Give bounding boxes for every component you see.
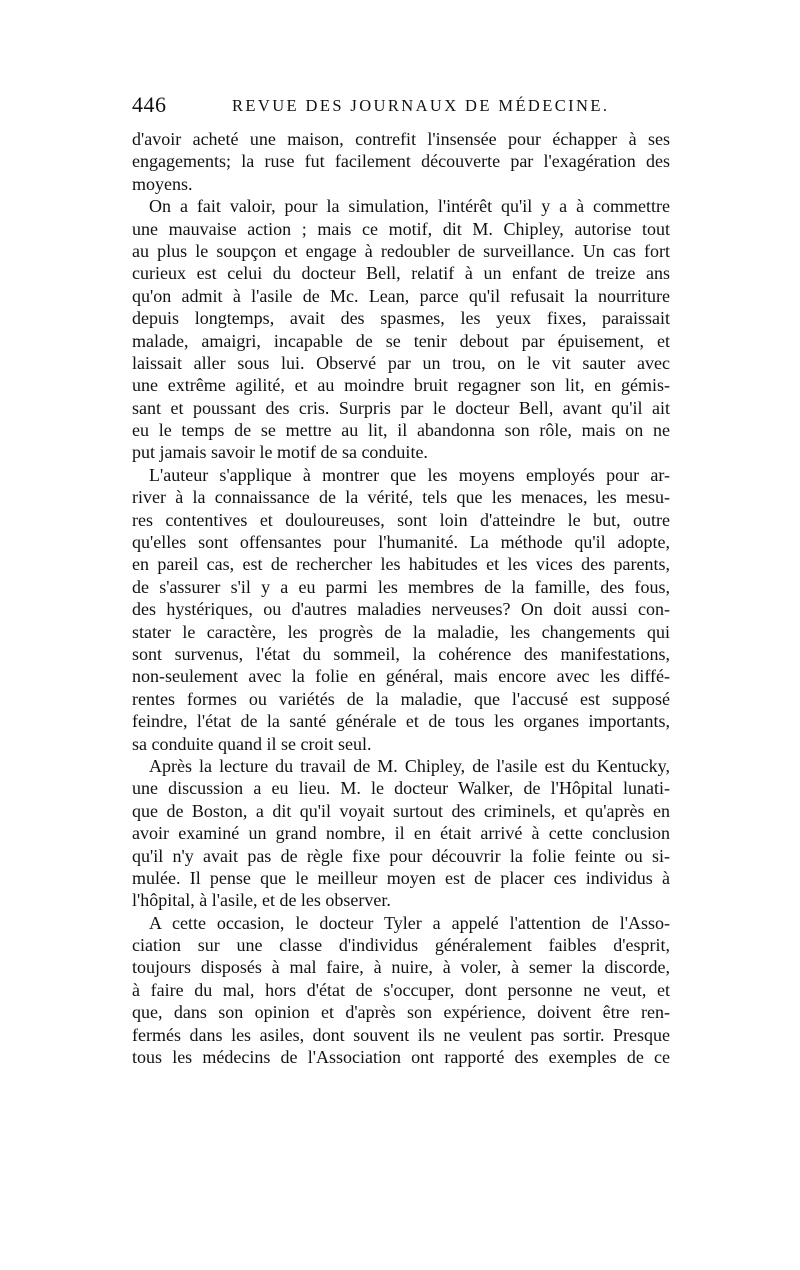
text-line: tous les médecins de l'Association ont rapporté des exemples de ce — [132, 1047, 670, 1068]
text-line: des hystériques, ou d'autres maladies nerveuses? On doit aussi con- — [132, 599, 670, 620]
text-line: une discussion a eu lieu. M. le docteur Walker, de l'Hôpital lunati- — [132, 778, 670, 799]
text-line: une mauvaise action ; mais ce motif, dit M. Chipley, autorise tout — [132, 218, 670, 239]
text-line: l'hôpital, à l'asile, et de les observer. — [132, 890, 391, 911]
page-header — [132, 92, 672, 120]
text-line: malade, amaigri, incapable de se tenir debout par épuisement, et — [132, 330, 670, 351]
text-line: d'avoir acheté une maison, contrefit l'insensée pour échapper à ses — [132, 129, 670, 149]
text-line: à faire du mal, hors d'état de s'occuper, dont personne ne veut, et — [132, 979, 670, 1000]
text-line: Après la lecture du travail de M. Chipley, de l'asile est du Kentucky, — [149, 755, 670, 776]
text-line: fermés dans les asiles, dont souvent ils ne veulent pas sortir. Presque — [132, 1024, 670, 1045]
text-line: eu le temps de se mettre au lit, il abandonna son rôle, mais on ne — [132, 420, 670, 441]
page-number: 446 — [132, 92, 167, 117]
text-line: A cette occasion, le docteur Tyler a appelé l'attention de l'Asso- — [149, 912, 670, 933]
text-line: engagements; la ruse fut facilement découverte par l'exagération des — [132, 151, 670, 172]
text-line: moyens. — [132, 173, 193, 194]
text-line: avoir examiné un grand nombre, il en était arrivé à cette conclusion — [132, 823, 670, 844]
text-line: de s'assurer s'il y a eu parmi les membres de la famille, des fous, — [132, 576, 670, 597]
text-line: mulée. Il pense que le meilleur moyen est de placer ces individus à — [132, 867, 670, 888]
body-text — [132, 128, 670, 1068]
text-line: non-seulement avec la folie en général, mais encore avec les diffé- — [132, 666, 670, 687]
text-line: sa conduite quand il se croit seul. — [132, 733, 372, 754]
text-line: au plus le soupçon et engage à redoubler de surveillance. Un cas fort — [132, 240, 670, 261]
text-line: qu'elles sont offensantes pour l'humanité. La méthode qu'il adopte, — [132, 532, 670, 553]
text-line: en pareil cas, est de rechercher les habitudes et les vices des parents, — [132, 554, 670, 575]
text-line: sont survenus, l'état du sommeil, la cohérence des manifestations, — [132, 643, 670, 664]
text-line: que, dans son opinion et d'après son expérience, doivent être ren- — [132, 1002, 670, 1023]
text-line: qu'il n'y avait pas de règle fixe pour découvrir la folie feinte ou si- — [132, 845, 670, 866]
text-line: rentes formes ou variétés de la maladie, que l'accusé est supposé — [132, 688, 670, 709]
text-line: que de Boston, a dit qu'il voyait surtout des criminels, et qu'après en — [132, 800, 670, 821]
text-line: put jamais savoir le motif de sa conduite. — [132, 442, 428, 463]
text-line: ciation sur une classe d'individus généralement faibles d'esprit, — [132, 935, 670, 956]
text-line: res contentives et douloureuses, sont loin d'atteindre le but, outre — [132, 509, 670, 530]
text-line: toujours disposés à mal faire, à nuire, à voler, à semer la discorde, — [132, 957, 670, 978]
text-line: qu'on admit à l'asile de Mc. Lean, parce qu'il refusait la nourriture — [132, 285, 670, 306]
text-line: feindre, l'état de la santé générale et de tous les organes importants, — [132, 711, 670, 732]
text-line: depuis longtemps, avait des spasmes, les yeux fixes, paraissait — [132, 308, 670, 329]
text-line: sant et poussant des cris. Surpris par le docteur Bell, avant qu'il ait — [132, 397, 670, 418]
text-line: une extrême agilité, et au moindre bruit regagner son lit, en gémis- — [132, 375, 670, 396]
text-line: laissait aller sous lui. Observé par un trou, on le vit sauter avec — [132, 352, 670, 373]
text-line: stater le caractère, les progrès de la maladie, les changements qui — [132, 621, 670, 642]
running-title: REVUE DES JOURNAUX DE MÉDECINE. — [232, 96, 610, 115]
text-line: river à la connaissance de la vérité, tels que les menaces, les mesu- — [132, 487, 670, 508]
text-line: L'auteur s'applique à montrer que les moyens employés pour ar- — [149, 464, 670, 485]
text-line: curieux est celui du docteur Bell, relatif à un enfant de treize ans — [132, 263, 670, 284]
text-line: On a fait valoir, pour la simulation, l'intérêt qu'il y a à commettre — [149, 196, 670, 217]
